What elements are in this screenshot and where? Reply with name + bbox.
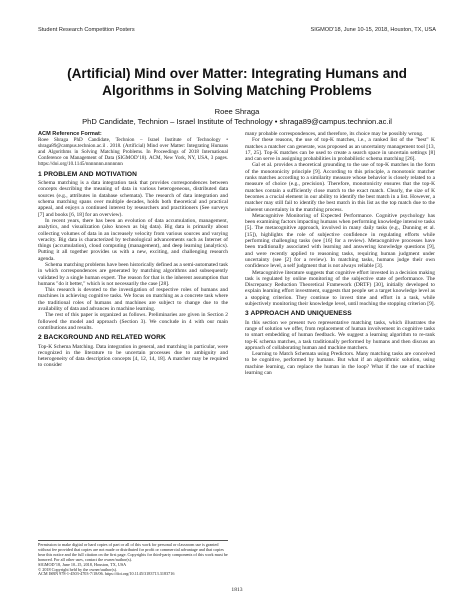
paragraph: Metacognitive Monitoring of Expected Performance. Cognitive psychology has been examining factors impacting humans when performing knowledge intensive tasks [5]. The metacognitive approach, involved in many daily tasks (e.g., Dunning et al. [15]), highlights the role of subjective confidence in regulating efforts while performing challenging tasks (see [16] for a review). Metacognitive processes have been traditionally associated with learning and answering knowledge questions [9], and were recently applied to reasoning tasks, requiring human judgment under uncertainty (see [2] for a review). In matching tasks, humans judge their own confidence level, a self judgment that is not always reliable [3]. xyxy=(245,212,435,270)
acm-reference-text: Roee Shraga PhD Candidate, Technion – Israel Institute of Technology • shraga89@campus.technion.ac.il . 2018. (Artificial) Mind over Matter: Integrating Humans and Algorithms in Solving Matching Problems. In Proceedings of 2018 International Conference on Management of Data (SIGMOD’18). ACM, New York, NY, USA, 3 pages. https://doi.org/10.1145/nnnnnnn.nnnnnnn xyxy=(38,137,228,167)
author-name: Roee Shraga xyxy=(214,107,260,116)
header-left: Student Research Competition Posters xyxy=(38,27,135,33)
paragraph: Top-K Schema Matching. Data integration in general, and matching in particular, were recognized in the literature to be uncertain processes due to ambiguity and heterogeneity of data description concepts [4, 12, 14, 18]. A matcher may be required to consider xyxy=(38,343,228,369)
right-column xyxy=(245,131,435,376)
paragraph: In recent years, there has been an evolution of data accumulation, management, analytics, and visualization (also known as big data). Big data is primarily about collecting volumes of data in an increasely velocity from various sources and varying veracity. Big data is characterized by technological advancements such as Internet of things (accumulation), cloud computing (management), and deep learning (analytics). Putting it all together provides us with a new, exciting, and challenging research agenda. xyxy=(38,217,228,262)
permission-text: Permission to make digital or hard copies of part or all of this work for personal or classroom use is granted without fee provided that copies are not made or distributed for profit or commercial advantage and that copies bear this notice and the full citation on the first page. Copyrights for third-party components of this work must be honored. For all other uses, contact the owner/author(s). xyxy=(38,542,228,562)
section-heading-1: 1 PROBLEM AND MOTIVATION xyxy=(38,170,137,178)
paragraph: Schema matching problems have been historically defined as a semi-automated task in which correspondences are generated by matching algorithms and subsequently validated by a single human expert. The reason for that is the inherent assumption that humans "do it better," which is not necessarily the case [28]. xyxy=(38,261,229,287)
author-block xyxy=(0,107,474,127)
page-number: 1813 xyxy=(231,587,243,593)
left-column xyxy=(38,131,228,369)
paragraph: For these reasons, the use of top-K matches, i.e., a ranked list of the "best" K matches a matcher can generate, was proposed as an uncertainty management tool [13, 17, 25]. Top-K matches can be used to create a search space in uncertain settings [8] and can serve in assigning probabilities in probabilistic schema matching [26]. xyxy=(245,137,435,163)
paragraph: This research is devoted to the investigation of respective roles of humans and machines in achieving cognitive tasks. We focus on matching as a concrete task where the traditional roles of humans and machines are subject to change due to the availability of data and advances in machine learning. xyxy=(38,287,228,313)
paragraph: In this section we present two representative matching tasks, which illustrates the range of solution we offer, from replacement of human involvement in cognitive tasks to smart embedding of human feedback. We suggest a learning algorithm to re-rank top-K schema matches, a task traditionally performed by humans and then discuss an approach of collaborating human and machine matchers. xyxy=(245,319,435,351)
section-heading-2: 2 BACKGROUND AND RELATED WORK xyxy=(38,334,166,342)
header-right: SIGMOD’18, June 10-15, 2018, Houston, TX, USA xyxy=(310,27,436,33)
paragraph: Metacognitive literature suggests that cognitive effort invested in a decision making task is regulated by online monitoring of the subjective state of performance. The Discrepancy Reduction Theoretical Framework (DRTF) [30], initially developed to explain learning effort investment, suggests that people set a target knowledge level as a stopping criterion. They continue to invest time and effort in a task, while subjectively monitoring their knowledge level, until reaching the stopping criterion [9]. xyxy=(245,269,435,308)
section-heading-3: 3 APPROACH AND UNIQUENESS xyxy=(245,310,352,318)
paragraph: many probable correspondences, and therefore, its choice may be possibly wrong. xyxy=(245,131,424,137)
paragraph: The rest of this paper is organized as follows. Preliminaries are given in Section 2 followed the model and approach (Section 3). We conclude in 4 with our main contributions and results. xyxy=(38,312,228,331)
copyright-line: © 2018 Copyright held by the owner/author(s). xyxy=(38,566,118,572)
paragraph: Gal et al. provides a theoretical grounding to the use of top-K matches in the form of the monotonicity principle [9]. According to this principle, a monotonic matcher ranks matches according to a similarity measure whose behavior is closely related to a measure of choice (e.g., precision). Therefore, monotonicity ensures that the top-K matches contain a sufficiently close match to the exact match. Clearly, the size of K becomes a crucial element in our ability to identify the best match in a list. However, a matcher may still fail to identify the best match in this list as the top match due to the inherent uncertainty in the matching process. xyxy=(245,162,435,213)
paragraph: Learning to Match Schemata using Predictors. Many matching tasks are conceived to be cognitive, performed by humans. But what if an algorithmic solution, using machine learning, can replace the human in the loop? What if the use of machine learning can xyxy=(245,351,435,376)
author-affiliation: PhD Candidate, Technion – Israel Institute of Technology • shraga89@campus.technion.ac.il xyxy=(82,117,392,126)
acm-reference-heading: ACM Reference Format: xyxy=(38,131,102,137)
permissions-footnote xyxy=(38,540,228,577)
paper-title: (Artificial) Mind over Matter: Integrating Humans and Algorithms in Solving Matching Problems xyxy=(67,66,407,98)
conference-line: SIGMOD’18, June 10–15, 2018, Houston, TX, USA xyxy=(38,561,127,567)
isbn-doi-line: ACM ISBN 978-1-4503-4703-7/18/06. https://doi.org/10.1145/3183713.3183716 xyxy=(38,571,175,577)
paragraph: Schema matching is a data integration task that provides correspondences between concepts describing the meaning of data in various heterogeneous, distributed data sources (e.g., attributes in database schemata). The research of data integration and schema matching spans over multiple decades, holds both theoretical and practical appeal, and enjoys a continued interest by researchers and practitioners (See surveys [7] and books [6, 18] for an overview). xyxy=(38,180,228,218)
